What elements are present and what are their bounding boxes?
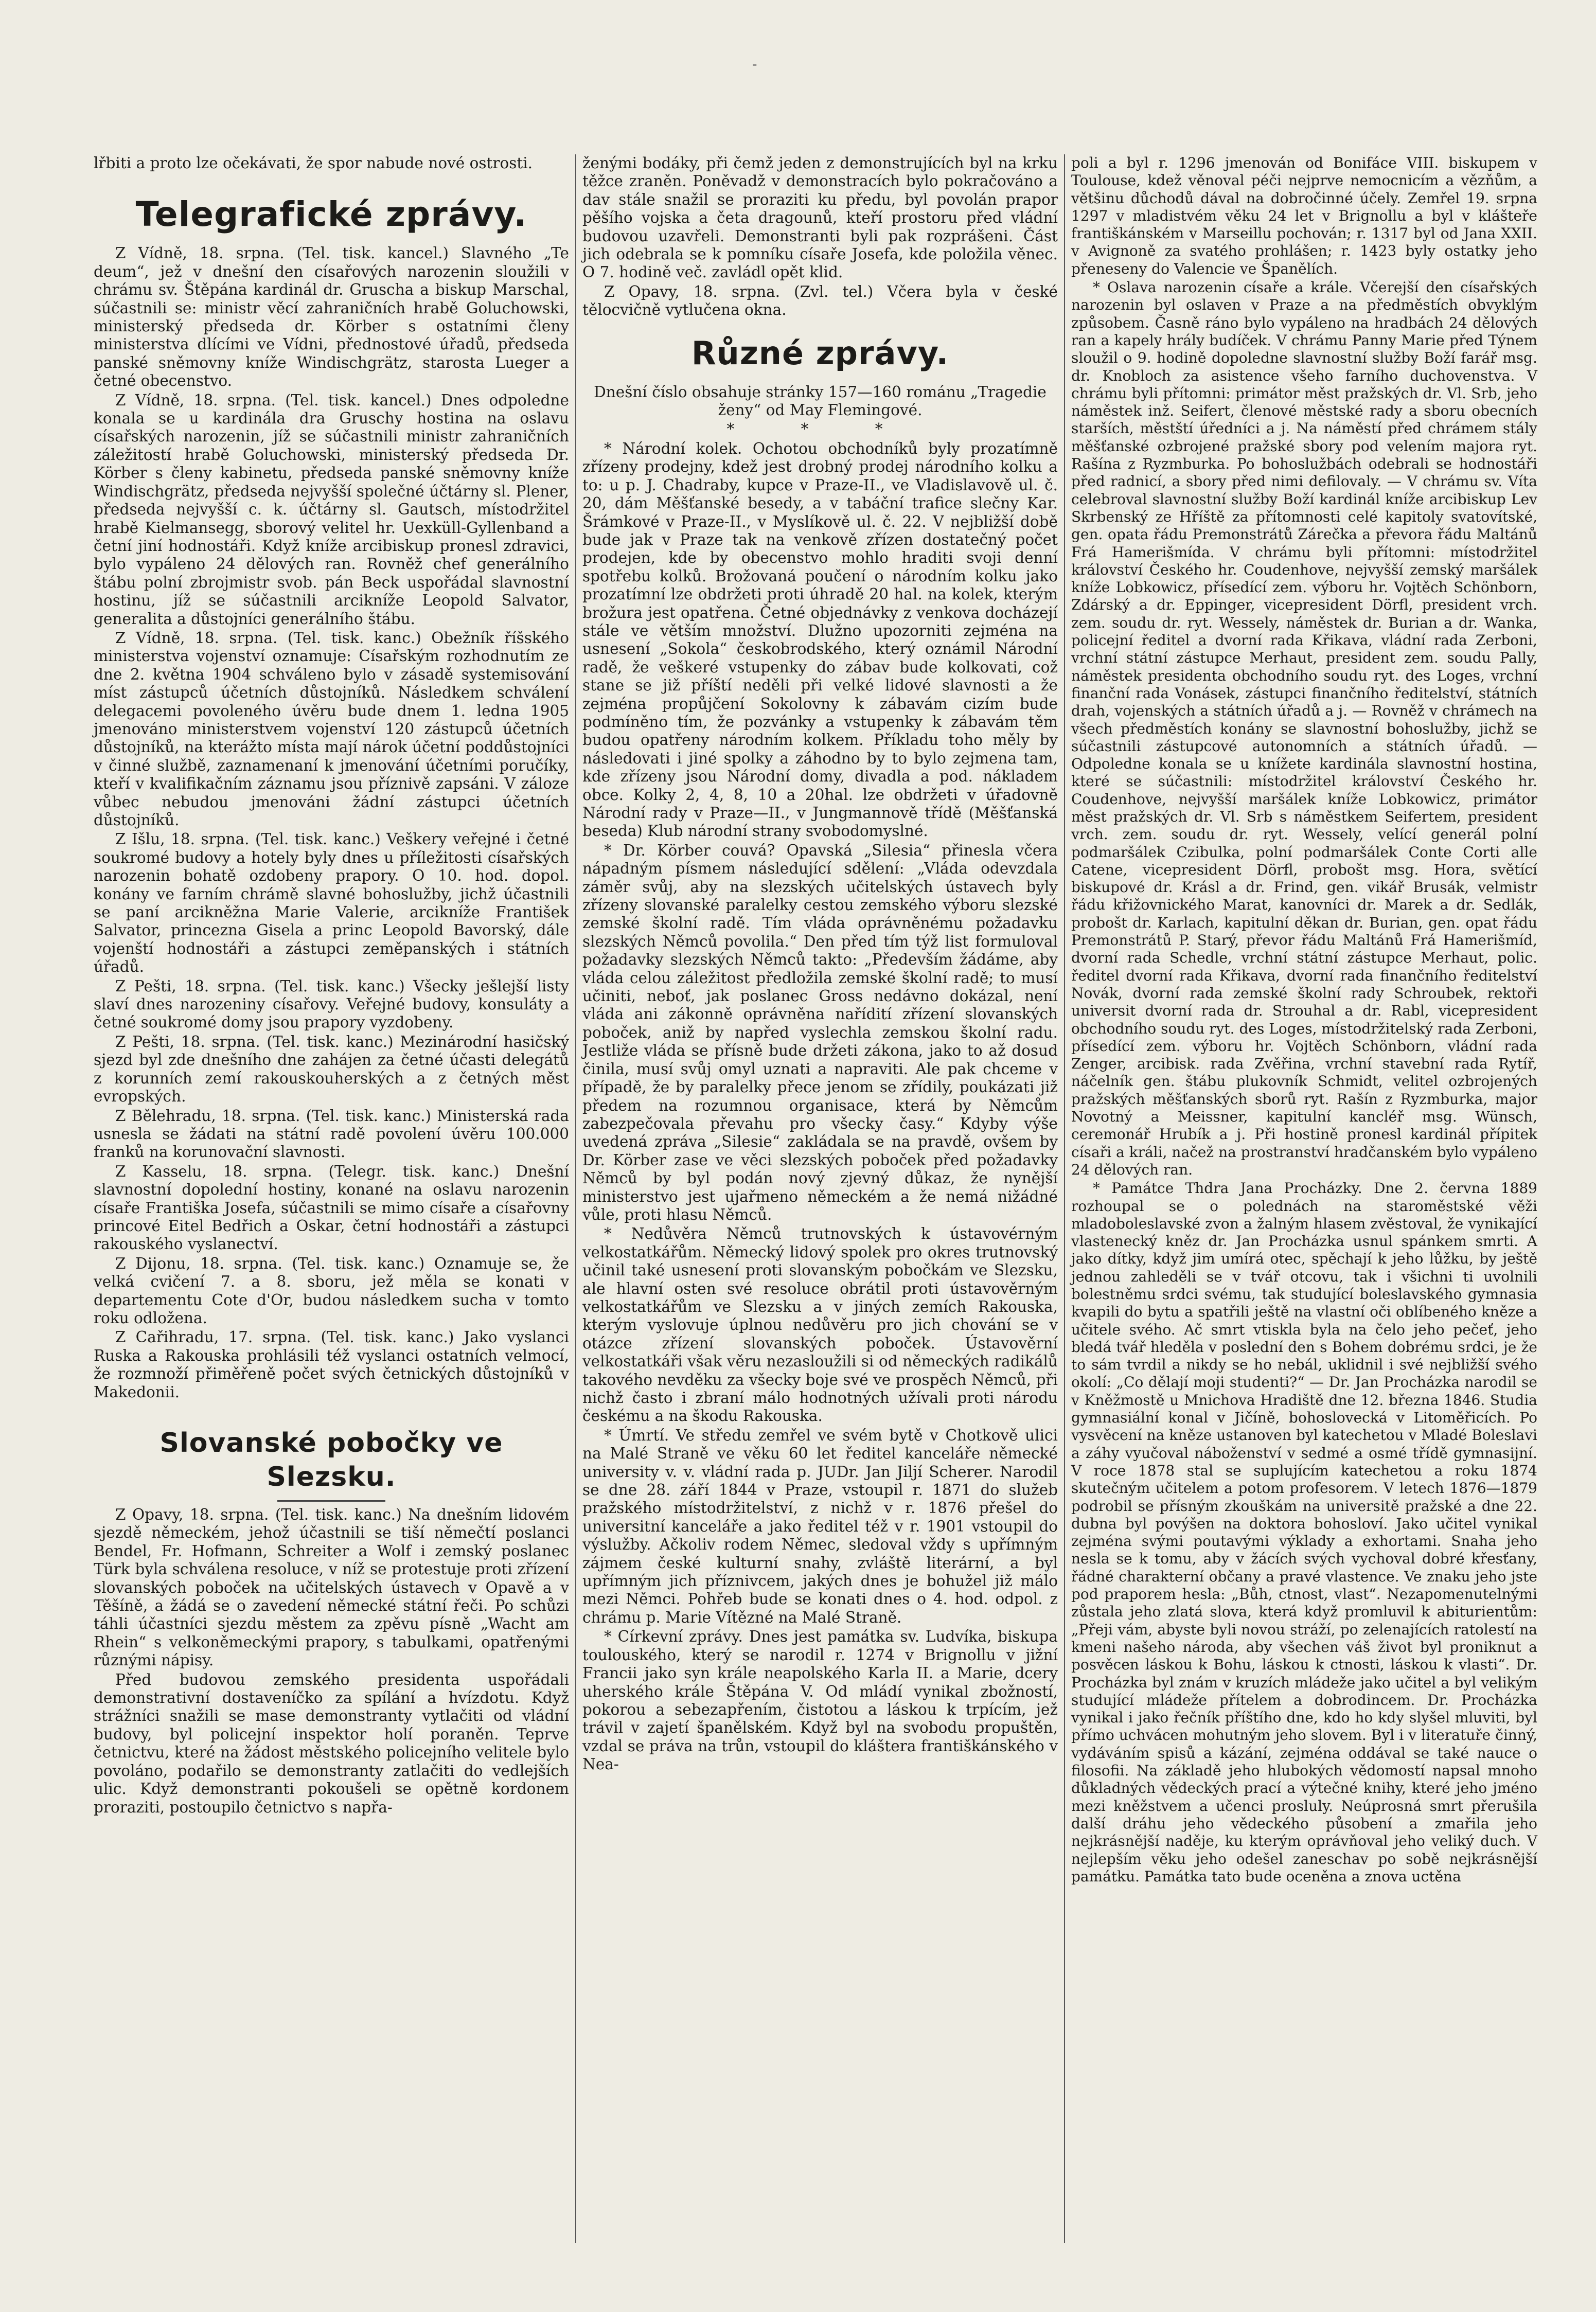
article-paragraph: Z Pešti, 18. srpna. (Tel. tisk. kanc.) Všecky ješlejší listy slaví dnes narozeniny císařovy. Veřejné budovy, konsuláty a četné soukromé domy jsou prapory vyzdobeny. (94, 977, 569, 1031)
heading-slovanske-pobocky: Slovanské pobočky ve Slezsku. (159, 1428, 503, 1492)
newspaper-page (87, 154, 1544, 2243)
heading-ruzne-zpravy: Různé zprávy. (691, 334, 949, 372)
heading-telegraficke-zpravy: Telegrafické zprávy. (135, 194, 527, 235)
top-mark: - (752, 56, 757, 73)
article-paragraph: Z Vídně, 18. srpna. (Tel. tisk. kanc.) Obežník říšského ministerstva vojenství oznamuje: Císařským rozhodnutím ze dne 2. května 1904 schváleno bylo v zásadě systemisování míst zástupců účetních důstojníků. Následkem schválení delegacemi povoleného úvěru bude dnem 1. ledna 1905 jmenováno ministerstvem vojenství 120 zástupců účetních důstojníků, na kterážto místa mají nárok účetní poddůstojníci v činné službě, zaznamenaní k jmenování účetními poručíky, kteří v kvalifikačním záznamu jsou příznivě zapsáni. V záloze vůbec nebudou jmenováni žádní zástupci účetních důstojníků. (94, 629, 569, 829)
article-paragraph: Z Kasselu, 18. srpna. (Telegr. tisk. kanc.) Dnešní slavnostní dopolední hostiny, konané na oslavu narozenin císaře Františka Josefa, súčastnili se mimo císaře a císařovny princové Eitel Bedřich a Oskar, četní hodnostáři a zástupci rakouského vyslanectví. (94, 1162, 569, 1253)
column-1 (87, 154, 576, 2243)
article-paragraph: * Nedůvěra Němců trutnovských k ústavovérným velkostatkářům. Německý lidový spolek pro okres trutnovský učinil také usnesení proti slovanským pobočkám ve Slezsku, ale hlavní osten své resoluce obrátil proti ústavověrným velkostatkářům ve Slezsku a v jiných zemích Rakouska, kterým vyslovuje úplnou nedůvěru pro jich chování se v otázce zřízení slovanských poboček. Ústavověrní velkostatkáři však věru nezasloužili si od německých radikálů takového nevděku za všecky boje své ve prospěch Němců, při nichž často i zbraní málo hodnotných užívali proti národu českému a na škodu Rakouska. (582, 1225, 1058, 1425)
article-paragraph: * Úmrtí. Ve středu zemřel ve svém bytě v Chotkově ulici na Malé Straně ve věku 60 let ředitel kanceláře německé university v. v. vládní rada p. JUDr. Jan Jiljí Scherer. Narodil se dne 28. září 1844 v Praze, vstoupil r. 1871 do služeb pražského místodržitelství, z nichž v r. 1876 přešel do universitní kanceláře a jako ředitel též v r. 1901 vstoupil do výslužby. Ačkoliv rodem Němec, sledoval vždy s upřímným zájmem české kulturní snahy, zvláště literární, a byl upřímným jich příznivcem, jakých dnes je bohužel již málo mezi Němci. Pohřeb bude se konati dnes o 4. hod. odpol. z chrámu p. Marie Vítězné na Malé Straně. (582, 1426, 1058, 1626)
article-paragraph: Před budovou zemského presidenta uspořádali demonstrativní dostaveníčko za spílání a hvízdotu. Když strážníci snažili se mase demonstranty vytlačiti od vládní budovy, byl policejní inspektor holí poraněn. Teprve četnictvu, které na žádost městského policejního velitele bylo povoláno, podařilo se demonstranty zatlačiti do vedlejších ulic. Když demonstranti pokoušeli se opětně kordonem proraziti, postoupilo četnictvo s napřa- (94, 1670, 569, 1816)
article-paragraph: ženými bodáky, při čemž jeden z demonstrujících byl na krku těžce zraněn. Poněvadž v demonstracích bylo pokračováno a dav stále snažil se proraziti ku předu, byl povolán prapor pěšího vojska a četa dragounů, kteří prostoru před vládní budovou uzavřeli. Demonstranti byli pak rozprášeni. Část jich odebrala se k pomníku císaře Josefa, kde položila věnec. O 7. hodině več. zavládl opět klid. (582, 154, 1058, 281)
article-paragraph: Z Bělehradu, 18. srpna. (Tel. tisk. kanc.) Ministerská rada usnesla se žádati na státní radě povolení úvěru 100.000 franků na korunovační slavnosti. (94, 1107, 569, 1161)
article-paragraph: Z Vídně, 18. srpna. (Tel. tisk. kancel.) Slavného „Te deum“, jež v dnešní den císařových narozenin sloužili v chrámu sv. Štěpána kardinál dr. Gruscha a biskup Marschal, súčastnili se: ministr věcí zahraničních hrabě Goluchowski, ministerský předseda dr. Körber s ostatními členy ministerstva dlícími ve Vídni, přednostové úřadů, předseda panské sněmovny kníže Windischgrätz, starosta Lueger a četné obecenstvo. (94, 244, 569, 390)
article-paragraph: Z Dijonu, 18. srpna. (Tel. tisk. kanc.) Oznamuje se, že velká cvičení 7. a 8. sboru, jež měla se konati v departementu Cote d'Or, budou následkem sucha v tomto roku odložena. (94, 1254, 569, 1327)
article-paragraph: Z Opavy, 18. srpna. (Tel. tisk. kanc.) Na dnešním lidovém sjezdě německém, jehož účastnili se tiší němečtí poslanci Bendel, Fr. Hofmann, Schreiter a Wolf i zemský poslanec Türk byla schválena resoluce, v níž se protestuje proti zřízení slovanských poboček na učitelských ústavech v Opavě a v Těšíně, a žádá se o zavedení německé státní řeči. Po schůzi táhli účastníci sjezdu městem za zpěvu písně „Wacht am Rhein“ s velkoněmeckými prapory, s tabulkami, opatřenými různými nápisy. (94, 1506, 569, 1669)
article-paragraph: * Církevní zprávy. Dnes jest památka sv. Ludvíka, biskupa toulouského, který se narodil r. 1274 v Brignollu v jižní Francii jako syn krále neapolského Karla II. a Marie, dcery uherského krále Štěpána V. Od mládí vynikal zbožností, pokorou a sebezapřením, čistotou a láskou k trpícím, jež trávil v zajetí španělském. Když byl na svobodu propuštěn, vzdal se práva na trůn, vstoupil do kláštera františkánského v Nea- (582, 1628, 1058, 1773)
section-stars: * * * (726, 420, 914, 438)
article-paragraph: Z Vídně, 18. srpna. (Tel. tisk. kancel.) Dnes odpoledne konala se u kardinála dra Gruschy hostina na oslavu císařských narozenin, jíž se súčastnili ministr zahraničních záležitostí hrabě Goluchowski, ministerský předseda Dr. Körber s členy kabinetu, předseda panské sněmovny kníže Windischgrätz, předseda nejvyšší společné účtárny sl. Plener, předseda nejvyšší c. k. účtárny sl. Gautsch, místodržitel hrabě Kielmansegg, sborový velitel hr. Uexküll-Gyllenband a četní jiní hodnostáři. Když kníže arcibiskup pronesl zdravici, bylo vypáleno 24 dělových ran. Rovněž chef generálního štábu polní zbrojmistr svob. pán Beck uspořádal slavnostní hostinu, jíž se súčastnili arcikníže Leopold Salvator, generalita a důstojníci generálního štábu. (94, 391, 569, 628)
article-paragraph: Z Pešti, 18. srpna. (Tel. tisk. kanc.) Mezinárodní hasičský sjezd byl zde dnešního dne zahájen za četné účasti delegátů z korunních zemí rakouskouherských a z četných měst evropských. (94, 1033, 569, 1106)
article-paragraph: Z Opavy, 18. srpna. (Zvl. tel.) Včera byla v české tělocvičně vytlučena okna. (582, 282, 1058, 319)
article-paragraph: * Dr. Körber couvá? Opavská „Silesia“ přinesla včera nápadným písmem následující sdělení: „Vláda odevzdala záměr svůj, aby na slezských učitelských ústavech byly zřízeny slovanské paralelky cestou zemského výboru slezské zemské školní radě. Tím vláda oprávněnému požadavku slezských Němců povolila.“ Den před tím týž list formuloval požadavky slezských Němců takto: „Především žádáme, aby vláda celou záležitost předložila zemské školní radě; to musí učiniti, neboť, jak poslanec Gross nedávno dokázal, není vláda ani zákonně oprávněna nařídití zřízení slovanských poboček, aniž by napřed vyslechla zemskou školní radu. Jestliže vláda se přísně bude držeti zákona, jako to až dosud činila, musí svůj omyl uznati a napraviti. Ale pak chceme v případě, že by paralelky přece jenom se zřídily, poukázati již předem na rozumnou organisace, která by Němcům zabezpečovala převahu pro všecky časy.“ Kdyby výše uvedená zpráva „Silesie“ zakládala se na pravdě, ovšem by Dr. Körber zase ve věci slezských poboček před požadavky Němců by byl podán nový zjevný důkaz, že nynější ministerstvo jest ujařmeno německém a že nemá nižádné vůle, proti hlasu Němců. (582, 841, 1058, 1223)
article-paragraph: * Oslava narozenin císaře a krále. Včerejší den císařských narozenin byl oslaven v Praze a na předměstích obvyklým způsobem. Časně ráno bylo vypáleno na hradbách 24 dělových ran a kapely hrály budíček. V chrámu Panny Marie před Týnem sloužil o 9. hodině dopoledne slavnostní služby Boží farář msg. dr. Knobloch za asistence všeho farního duchovenstva. V chrámu byli přítomni: primátor měst pražských dr. Vl. Srb, jeho náměstek inž. Seifert, členové městské rady a sboru obecních starších, městští úředníci a j. Na náměstí před chrámem stály měšťanské ozbrojené pražské sbory pod velením majora ryt. Rašína z Ryzmburka. Po bohoslužbách odebrali se hodnostáři před radnicí, a sbory před nimi defilovaly. — V chrámu sv. Víta celebroval slavnostní služby Boží kardinál kníže arcibiskup Lev Skrbenský ze Hříště za přítomnosti celé kapitoly svatovítské, gen. opata řádu Premonstrátů Zárečka a převora řádu Maltánů Frá Hamerišmída. V chrámu byli přítomni: místodržitel království Českého hr. Coudenhove, nejvyšší zemský maršálek kníže Lobkowicz, přísedící zem. výboru hr. Vojtěch Schönborn, Zdárský a dr. Eppinger, vicepresident Dörfl, president vrch. zem. soudu dr. ryt. Wessely, náměstek dr. Burian a dr. Wanka, policejní ředitel a dvorní rada Křikava, vládní rada Zerboni, vrchní státní zástupce Merhaut, president zem. soudu Pally, náměstek presidenta obchodního soudu ryt. des Loges, vrchní finanční rada Vonásek, zástupci finančního ředitelství, státních drah, vojenských a státních úřadů a j. — Rovněž v chrámech na všech předměstích konány se slavnostní bohoslužby, jichž se súčastnili zástupcové autonomních a státních úřadů. — Odpoledne konala se u knížete kardinála slavnostní hostina, které se súčastnili: místodržitel království Českého hr. Coudenhove, nejvyšší maršálek kníže Lobkowicz, primátor měst pražských dr. Vl. Srb s náměstkem Seifertem, president vrch. zem. soudu dr. ryt. Wessely, velící generál polní podmaršálek Czibulka, polní podmaršálek Conte Corti alle Catene, vicepresident Dörfl, probošt msg. Hora, světící biskupové dr. Krásl a dr. Frind, gen. vikář Brusák, velmistr řádu křižovnického Marat, kanovníci dr. Marek a dr. Sedlák, probošt dr. Karlach, kapitulní děkan dr. Burian, gen. opat řádu Premonstrátů P. Starý, převor řádu Maltánů Frá Hamerišmíd, dvorní rada Schedle, vrchní státní zástupce Merhaut, polic. ředitel dvorní rada Křikava, dvorní rada finančního ředitelství Novák, dvorní rada zemské školní rady Schroubek, rektoři universit dvorní rada dr. Strouhal a dr. Rabl, vicepresident obchodního soudu ryt. des Loges, místodržitelský rada Zerboni, přísedící zem. výboru hr. Vojtěch Schönborn, vládní rada Zenger, arcibisk. rada Zvěřina, vrchní stavební rada Rytíř, náčelník gen. štábu plukovník Schmidt, velitel ozbrojených pražských měšťanských sborů ryt. Rašín z Ryzmburka, major Novotný a Meissner, kapitulní kancléř msg. Wünsch, ceremonář Hrubík a j. Při hostině pronesl kardinál přípitek císaři a králi, načež na prostranství hradčanském bylo vypáleno 24 dělových ran. (1071, 279, 1537, 1178)
article-paragraph: Z Išlu, 18. srpna. (Tel. tisk. kanc.) Veškery veřejné i četné soukromé budovy a hotely byly dnes u příležitosti císařských narozenin bohatě ozdobeny prapory. O 10. hod. dopol. konány ve farním chrámě slavné bohoslužby, jichž účastnili se paní arcikněžna Marie Valerie, arcikníže František Salvator, princezna Gisela a princ Leopold Bavorský, dále vojenští hodnostáři a zástupci zeměpanských i státních úřadů. (94, 830, 569, 976)
article-paragraph: Z Cařihradu, 17. srpna. (Tel. tisk. kanc.) Jako vyslanci Ruska a Rakouska prohlásili též vyslanci ostatních velmocí, že rozmnoží přiměřeně počet svých četnických důstojníků v Makedonii. (94, 1328, 569, 1401)
heading-rule (277, 1500, 385, 1502)
article-paragraph: * Památce Thdra Jana Procházky. Dne 2. června 1889 rozhoupal se o polednách na staroměstské věži mladoboleslavské zvon a žalným hlasem zvěstoval, že vynikající vlastenecký kněz dr. Jan Procházka usnul spánkem smrti. A jako dítky, když jim umírá otec, spěchají k jeho lůžku, by ještě jednou zahleděli se v tvář otcovu, tak i všichni ti uvolnili bolestněmu srdci svému, tak studující boleslavského gymnasia kvapili do bytu a spatřili ještě na vlastní oči oblíbeného kněze a učitele svého. Ač smrt vtiskla byla na čelo jeho pečeť, jeho bledá tvář hleděla v poslední den s Bohem dobrému srdci, je že to sám tvrdil a nikdy se ho nebál, uklidnil i své nejbližší svého okolí: „Co dělají moji studenti?“ — Dr. Jan Procházka narodil se v Kněžmostě u Mnichova Hradiště dne 12. března 1846. Studia gymnasiální konal v Jičíně, bohoslovecká v Litoměřicích. Po vysvěcení na kněze ustanoven byl katechetou v Mladé Boleslavi a záhy vyučoval náboženství v sedmé a osmé třídě gymnasijní. V roce 1878 stal se suplujícím katechetou a roku 1874 skutečným učitelem a potom profesorem. V letech 1876—1879 podrobil se přísným zkouškám na universitě pražské a dne 22. dubna byl povýšen na doktora bohosloví. Jako učitel vynikal zejména svými poutavými výklady a exhortami. Snaha jeho nesla se k tomu, aby v žácích svých vychoval dobré křesťany, řádné charakterní občany a pravé vlastence. Ve znaku jeho jste pod praporem hesla: „Bůh, ctnost, vlast“. Nezapomenutelnými zůstala jeho zlatá slova, která když promluvil k abiturientům: „Přeji vám, abyste byli novou stráží, po zelenajících ratolestí na kmeni našeho národa, aby všechen váš život byl proniknut a posvěcen láskou k Bohu, láskou k ctnosti, láskou k vlasti“. Dr. Procházka byl znám v kruzích mládeže jako učitel a byl velikým studující mládeže přítelem a dobrodincem. Dr. Procházka vynikal i jako řečník příštího dne, kdo ho kdy slyšel mluviti, byl přímo uchvácen mohutným jeho slovem. Byl i v literatuře činný, vydáváním spisů a kázání, zejména oddával se také nauce o filosofii. Na základě jeho hlubokých vědomostí napsal mnoho důkladných vědeckých prací a výtečné knihy, které jeho jméno mezi kněžstvem a učenci prosluly. Neúprosná smrt přerušila další dráhu jeho vědeckého působení a zmařila jeho nejkrásnější naděje, ku kterým oprávňoval jeho veliký duch. V nejlepším věku jeho odešel zaneschav po sobě nejkrásnější památku. Památka tato bude oceněna a znova uctěna (1071, 1180, 1537, 1885)
article-paragraph: poli a byl r. 1296 jmenován od Bonifáce VIII. biskupem v Toulouse, kdež věnoval péči nejprve nemocnicím a vězňům, a většinu důchodů dával na dobročinné účely. Zemřel 19. srpna 1297 v mladistvém věku 24 let v Brignollu a byl v klášteře františkánském v Marseillu pochován; r. 1317 byl od Jana XXII. v Avignoně za svatého prohlášen; r. 1423 byly ostatky jeho přeneseny do Valencie ve Španělích. (1071, 154, 1537, 277)
article-paragraph: * Národní kolek. Ochotou obchodníků byly prozatímně zřízeny prodejny, kdež jest drobný prodej národního kolku a to: u p. J. Chadraby, kupce v Praze-II., ve Vladislavově ul. č. 20, dám Měšťanské besedy, a v tabáční trafice slečny Kar. Šrámkové v Praze-II., v Myslíkově ul. č. 22. V nejbližší době bude jak v Praze tak na venkově zřízen dostatečný počet prodejen, kde by obecenstvo mohlo hraditi svoji denní spotřebu kolků. Brožovaná poučení o národním kolku jako prozatímní lze obdržeti proti úhradě 20 hal. na kolek, kterým brožura jest opatřena. Četné objednávky z venkova docházejí stále ve větším množství. Dlužno upozorniti zejména na usnesení „Sokola“ českobrodského, který oznámil Národní radě, že veškeré vstupenky do zábav bude kolkovati, což stane se již příští neděli při velké lidové slavnosti a že zejména propůjčení Sokolovny k zábavám cizím bude podmíněno tím, že pozvánky a vstupenky k zábavám těm budou opatřeny národním kolkem. Příkladu toho měly by následovati i jiné spolky a záhodno by to bylo zejmena tam, kde zřízeny jsou Národní domy, divadla a pod. nákladem obce. Kolky 2, 4, 8, 10 a 20hal. lze obdržeti v úřadovně Národní rady v Praze—II., v Jungmannově třídě (Měšťanská beseda) Klub národní strany svobodomyslné. (582, 439, 1058, 840)
roman-note: Dnešní číslo obsahuje stránky 157—160 románu „Tragedie ženy“ od May Flemingové. (594, 383, 1047, 419)
column-2 (576, 154, 1065, 2243)
intro-text: lřbiti a proto lze očekávati, že spor nabude nové ostrosti. (94, 154, 533, 172)
column-3 (1065, 154, 1544, 2243)
